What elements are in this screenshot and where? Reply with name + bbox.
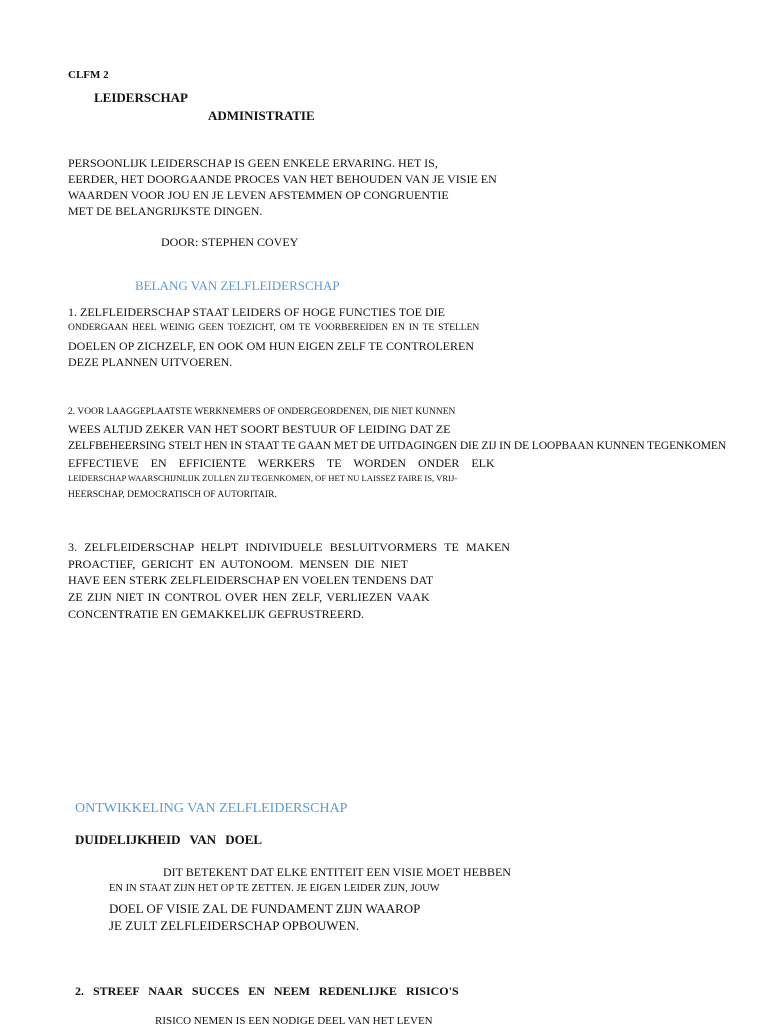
quote-line: EERDER, HET DOORGAANDE PROCES VAN HET BEHOUDEN VAN JE VISIE EN xyxy=(68,172,497,186)
paragraph-line: 3. ZELFLEIDERSCHAP HELPT INDIVIDUELE BESLUITVORMERS TE MAKEN xyxy=(68,540,510,554)
quote-line: PERSOONLIJK LEIDERSCHAP IS GEEN ENKELE ERVARING. HET IS, xyxy=(68,156,438,170)
paragraph-line: HEERSCHAP, DEMOCRATISCH OF AUTORITAIR. xyxy=(68,490,277,500)
title-line-1: LEIDERSCHAP xyxy=(94,90,188,105)
text-run: 1. ZELFLEIDERSCHAP STAAT LEIDERS OF HOGE FUNCTIES TOE DIE xyxy=(68,305,445,319)
paragraph-line: ZELFBEHEERSING STELT HEN IN STAAT TE GAAN MET DE UITDAGINGEN DIE ZIJ IN DE LOOPBAAN KUNNEN TEGENKOMEN xyxy=(68,439,727,452)
paragraph-line: CONCENTRATIE EN GEMAKKELIJK GEFRUSTREERD. xyxy=(68,607,364,621)
title-line-2: ADMINISTRATIE xyxy=(208,108,315,123)
paragraph-line: HAVE EEN STERK ZELFLEIDERSCHAP EN VOELEN TENDENS DAT xyxy=(68,573,434,587)
course-code: CLFM 2 xyxy=(68,69,109,81)
paragraph-line: ONDERGAAN HEEL WEINIG GEEN TOEZICHT, OM TE VOORBEREIDEN EN IN TE STELLEN xyxy=(68,323,480,333)
paragraph-line: LEIDERSCHAP WAARSCHIJNLIJK ZULLEN ZIJ TEGENKOMEN, OF HET NU LAISSEZ FAIRE IS, VRIJ- xyxy=(68,473,458,483)
paragraph-line: ZE ZIJN NIET IN CONTROL OVER HEN ZELF, VERLIEZEN VAAK xyxy=(68,590,430,604)
paragraph-line: 2. VOOR LAAGGEPLAATSTE WERKNEMERS OF ONDERGEORDENEN, DIE NIET KUNNEN xyxy=(68,407,456,417)
paragraph-line: PROACTIEF, GERICHT EN AUTONOOM. MENSEN DIE NIET xyxy=(68,557,408,571)
paragraph-line: DOEL OF VISIE ZAL DE FUNDAMENT ZIJN WAAROP xyxy=(109,901,421,916)
paragraph-line: DIT BETEKENT DAT ELKE ENTITEIT EEN VISIE MOET HEBBEN xyxy=(163,865,511,879)
paragraph-line: EN IN STAAT ZIJN HET OP TE ZETTEN. JE EIGEN LEIDER ZIJN, JOUW xyxy=(109,883,440,894)
paragraph-line: DOELEN OP ZICHZELF, EN OOK OM HUN EIGEN ZELF TE CONTROLEREN xyxy=(68,339,475,353)
quote-line: MET DE BELANGRIJKSTE DINGEN. xyxy=(68,204,263,218)
section-heading-development: ONTWIKKELING VAN ZELFLEIDERSCHAP xyxy=(75,801,348,816)
subheading-success: 2. STREEF NAAR SUCCES EN NEEM REDENLIJKE RISICO'S xyxy=(75,984,459,998)
paragraph-line: DEZE PLANNEN UITVOEREN. xyxy=(68,355,233,369)
paragraph-line: WEES ALTIJD ZEKER VAN HET SOORT BESTUUR OF LEIDING DAT ZE xyxy=(68,422,451,436)
quote-line: WAARDEN VOOR JOU EN JE LEVEN AFSTEMMEN OP CONGRUENTIE xyxy=(68,188,449,202)
paragraph-line xyxy=(68,304,461,320)
paragraph-line: EFFECTIEVE EN EFFICIENTE WERKERS TE WORDEN ONDER ELK xyxy=(68,456,495,470)
section-heading-importance: BELANG VAN ZELFLEIDERSCHAP xyxy=(135,278,340,293)
subheading-clarity: DUIDELIJKHEID VAN DOEL xyxy=(75,832,263,847)
paragraph-line: RISICO NEMEN IS EEN NODIGE DEEL VAN HET LEVEN xyxy=(155,1015,433,1024)
quote-author: DOOR: STEPHEN COVEY xyxy=(161,235,299,249)
paragraph-line: JE ZULT ZELFLEIDERSCHAP OPBOUWEN. xyxy=(109,918,360,933)
